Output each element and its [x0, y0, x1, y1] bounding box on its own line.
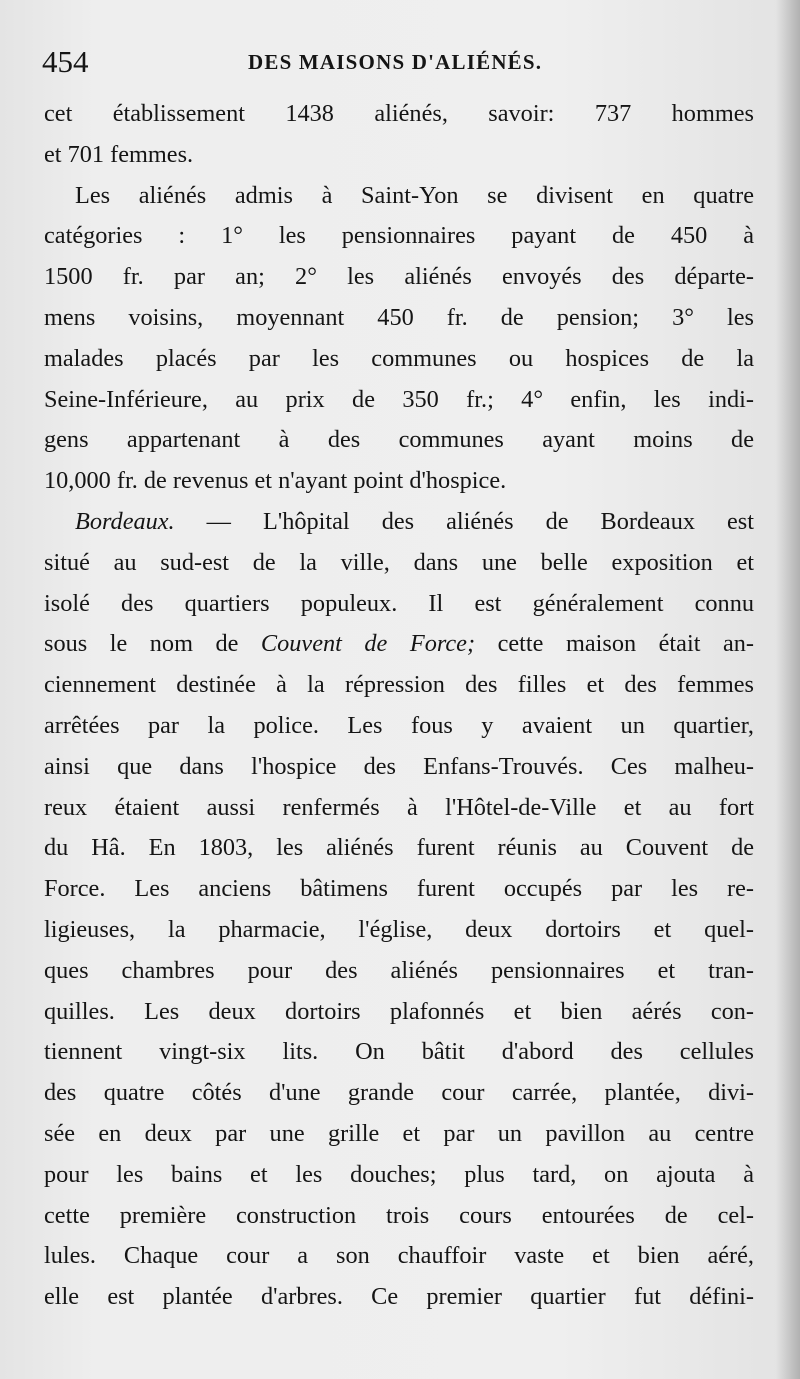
text-line: arrêtées par la police. Les fous y avaient un quartier, [44, 711, 754, 739]
text-line: 10,000 fr. de revenus et n'ayant point d'hospice. [44, 467, 507, 495]
text-line: quilles. Les deux dortoirs plafonnés et bien aérés con- [44, 997, 754, 1025]
text-fragment: L'hôpital des aliénés de Bordeaux est [262, 507, 754, 535]
text-line: 1500 fr. par an; 2° les aliénés envoyés des départe- [44, 263, 754, 291]
text-line: des quatre côtés d'une grande cour carrée, plantée, divi- [44, 1079, 754, 1107]
text-line: situé au sud-est de la ville, dans une belle exposition et [44, 548, 754, 576]
text-line: lules. Chaque cour a son chauffoir vaste et bien aéré, [44, 1242, 754, 1270]
text-line: Force. Les anciens bâtimens furent occupés par les re- [44, 875, 754, 903]
text-line: cet établissement 1438 aliénés, savoir: 737 hommes [44, 100, 754, 127]
text-line: Les aliénés admis à Saint-Yon se divisent en quatre [75, 181, 754, 209]
place-name-bordeaux: Bordeaux. [75, 507, 175, 535]
body-text [44, 94, 754, 1318]
text-line: ligieuses, la pharmacie, l'église, deux dortoirs et quel- [44, 915, 754, 943]
text-line: isolé des quartiers populeux. Il est généralement connu [44, 589, 754, 617]
text-line [44, 624, 754, 665]
text-line: tiennent vingt-six lits. On bâtit d'abord des cellules [44, 1038, 754, 1066]
text-fragment: cette maison était an- [497, 630, 754, 658]
text-line [44, 502, 754, 543]
couvent-de-force: Couvent de Force; [260, 630, 476, 658]
text-line: reux étaient aussi renfermés à l'Hôtel-de-Ville et au fort [44, 793, 754, 821]
em-dash: — [174, 507, 263, 535]
text-line: cette première construction trois cours entourées de cel- [44, 1201, 754, 1229]
text-line: ainsi que dans l'hospice des Enfans-Trouvés. Ces malheu- [44, 752, 754, 780]
text-line: gens appartenant à des communes ayant moins de [44, 426, 754, 454]
page-edge-shadow [776, 0, 800, 1379]
text-line: pour les bains et les douches; plus tard, on ajouta à [44, 1160, 754, 1188]
text-line: catégories : 1° les pensionnaires payant de 450 à [44, 222, 754, 250]
text-line: du Hâ. En 1803, les aliénés furent réunis au Couvent de [44, 834, 754, 862]
text-line: mens voisins, moyennant 450 fr. de pension; 3° les [44, 303, 754, 331]
text-line: et 701 femmes. [44, 140, 194, 168]
text-line: sée en deux par une grille et par un pavillon au centre [44, 1119, 754, 1147]
text-line: elle est plantée d'arbres. Ce premier quartier fut défini- [44, 1283, 754, 1311]
text-fragment: sous le nom de [44, 630, 261, 658]
text-line: malades placés par les communes ou hospices de la [44, 344, 754, 372]
text-line: ciennement destinée à la répression des filles et des femmes [44, 671, 754, 699]
page-number: 454 [42, 44, 89, 79]
page-header [42, 38, 742, 88]
space [475, 630, 498, 657]
text-line: ques chambres pour des aliénés pensionnaires et tran- [44, 956, 754, 984]
running-head: DES MAISONS D'ALIÉNÉS. [248, 50, 543, 74]
text-line: Seine-Inférieure, au prix de 350 fr.; 4° enfin, les indi- [44, 385, 754, 413]
